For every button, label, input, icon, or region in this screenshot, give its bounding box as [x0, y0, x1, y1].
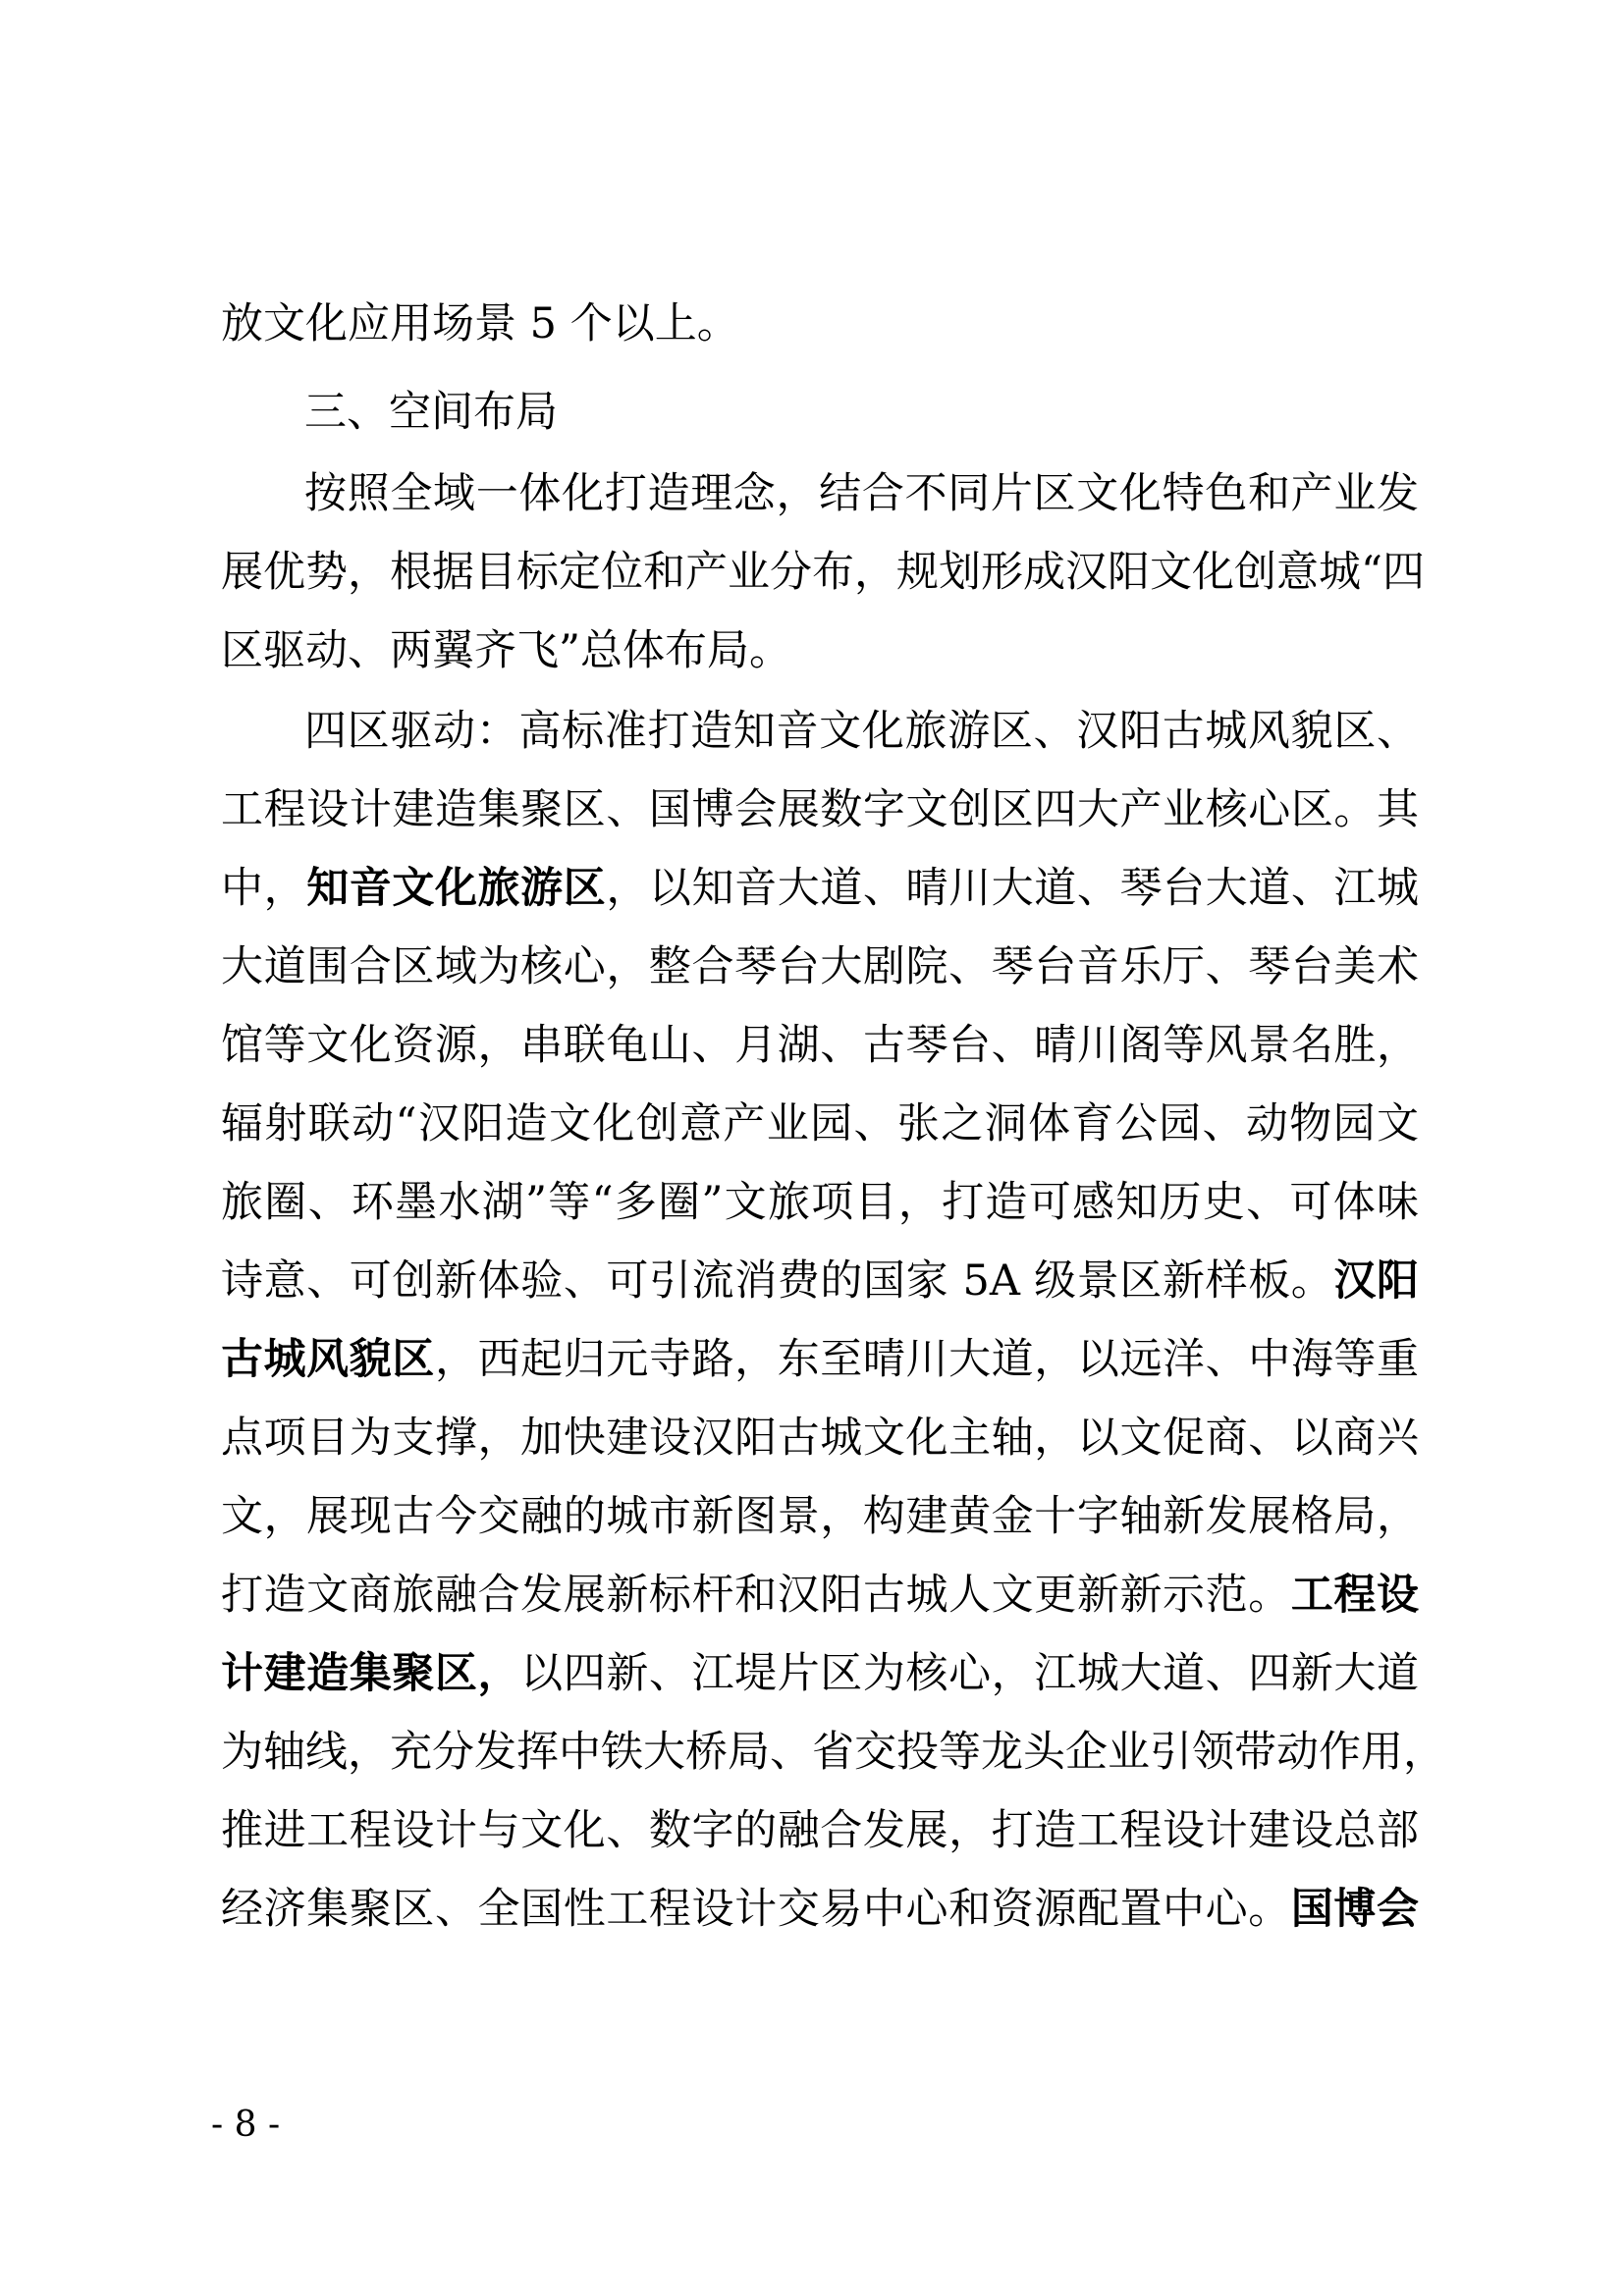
- section-heading: [304, 373, 1419, 452]
- text-segment: 放文化应用场景 5 个以上。: [221, 299, 739, 348]
- text-segment: 诗意、可创新体验、可引流消费的国家 5A 级景区新样板。: [221, 1256, 1334, 1306]
- text-segment: 推进工程设计与文化、数字的融合发展，打造工程设计建设总部: [221, 1806, 1419, 1855]
- text-segment: 文，展现古今交融的城市新图景，构建黄金十字轴新发展格局，: [221, 1492, 1419, 1541]
- text-line: [221, 612, 1419, 690]
- text-segment: ，以知音大道、晴川大道、琴台大道、江城: [606, 864, 1420, 913]
- text-line: [304, 692, 1419, 771]
- page-number: - 8 -: [211, 2105, 281, 2145]
- text-line: [304, 454, 1419, 533]
- text-line: [221, 1006, 1419, 1085]
- text-segment: ，西起归元寺路，东至晴川大道，以远洋、中海等重: [434, 1335, 1420, 1384]
- text-line: [221, 1399, 1419, 1477]
- text-line: [221, 1085, 1419, 1163]
- text-line: [221, 849, 1419, 928]
- text-segment: 辐射联动“汉阳造文化创意产业园、张之洞体育公园、动物园文: [221, 1099, 1419, 1148]
- text-segment: 按照全域一体化打造理念，结合不同片区文化特色和产业发: [304, 469, 1419, 518]
- text-segment: 三、空间布局: [304, 388, 558, 437]
- text-segment: 中，: [221, 864, 307, 913]
- text-segment: 为轴线，充分发挥中铁大桥局、省交投等龙头企业引领带动作用，: [221, 1728, 1445, 1777]
- text-line: [221, 1870, 1419, 1949]
- text-line: [221, 533, 1425, 612]
- bold-term: 工程设: [1290, 1571, 1420, 1620]
- text-line: [221, 771, 1419, 849]
- text-line: [221, 1163, 1419, 1242]
- text-segment: 以四新、江堤片区为核心，江城大道、四新大道: [520, 1649, 1420, 1698]
- text-line: [221, 1713, 1445, 1791]
- bold-term: 国博会: [1290, 1885, 1420, 1934]
- text-segment: 经济集聚区、全国性工程设计交易中心和资源配置中心。: [221, 1885, 1291, 1934]
- text-line: [221, 1556, 1419, 1634]
- text-line: [221, 1320, 1419, 1399]
- text-segment: 展优势，根据目标定位和产业分布，规划形成汉阳文化创意城“四: [221, 548, 1425, 597]
- text-segment: 打造文商旅融合发展新标杆和汉阳古城人文更新新示范。: [221, 1571, 1291, 1620]
- text-segment: 馆等文化资源，串联龟山、月湖、古琴台、晴川阁等风景名胜，: [221, 1021, 1419, 1070]
- text-segment: 点项目为支撑，加快建设汉阳古城文化主轴，以文促商、以商兴: [221, 1414, 1419, 1463]
- text-segment: 工程设计建造集聚区、国博会展数字文创区四大产业核心区。其: [221, 785, 1419, 834]
- bold-term: 汉阳: [1333, 1256, 1420, 1306]
- bold-term: 计建造集聚区，: [221, 1649, 521, 1698]
- bold-term: 古城风貌区: [221, 1335, 435, 1384]
- text-line: [221, 928, 1419, 1006]
- text-line: [221, 1634, 1419, 1713]
- text-line: [221, 285, 1419, 363]
- text-line: [221, 1477, 1419, 1556]
- bold-term: 知音文化旅游区: [306, 864, 607, 913]
- text-segment: 四区驱动：高标准打造知音文化旅游区、汉阳古城风貌区、: [304, 707, 1419, 756]
- text-segment: 区驱动、两翼齐飞”总体布局。: [221, 626, 791, 675]
- text-segment: 旅圈、环墨水湖”等“多圈”文旅项目，打造可感知历史、可体味: [221, 1178, 1419, 1227]
- text-segment: 大道围合区域为核心，整合琴台大剧院、琴台音乐厅、琴台美术: [221, 942, 1419, 991]
- text-line: [221, 1242, 1419, 1320]
- text-line: [221, 1791, 1419, 1870]
